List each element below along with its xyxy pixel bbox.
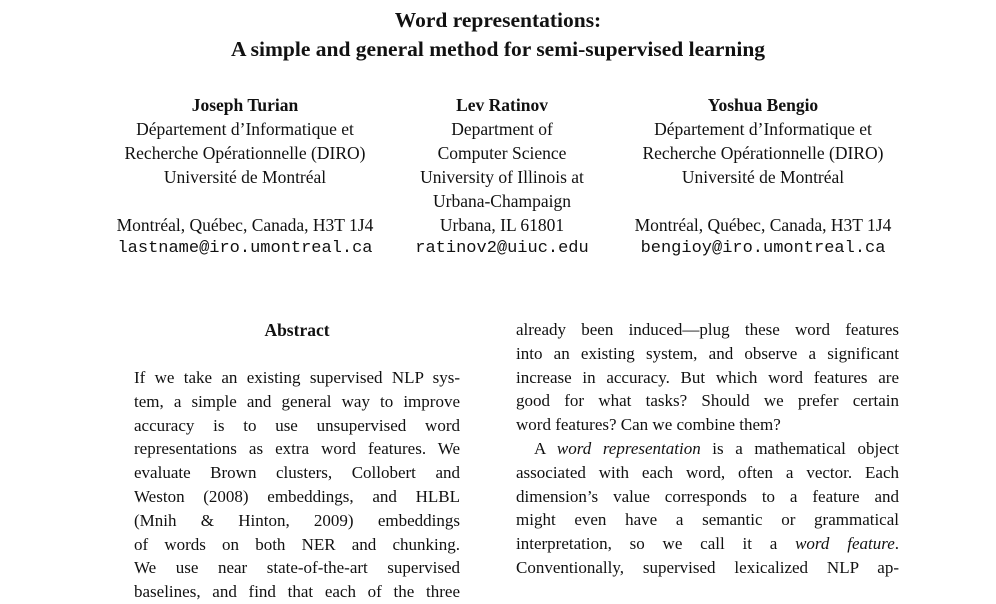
text-line: evaluate Brown clusters, Collobert and xyxy=(134,463,460,483)
text-line: If we take an existing supervised NLP sys- xyxy=(134,368,460,387)
author-affiliation: Computer Science xyxy=(437,143,567,163)
abstract-text xyxy=(134,366,460,604)
text-line: Conventionally, supervised lexicalized NLP ap- xyxy=(516,557,899,577)
abstract-heading: Abstract xyxy=(264,320,330,340)
title-line-2: A simple and general method for semi-supervised learning xyxy=(230,37,766,61)
author-affiliation: Université de Montréal xyxy=(681,167,845,187)
text-line: increase in accuracy. But which word features are xyxy=(516,367,899,387)
author-name: Joseph Turian xyxy=(191,95,299,115)
text-line: already been induced—plug these word features xyxy=(516,320,899,339)
emphasis-term: word feature xyxy=(795,534,895,554)
author-affiliation: University of Illinois at xyxy=(420,167,584,187)
text-line: into an existing system, and observe a significant xyxy=(516,343,899,363)
text-line: associated with each word, often a vector. Each xyxy=(516,462,899,482)
author-location: Montréal, Québec, Canada, H3T 1J4 xyxy=(634,215,892,235)
text-line: A word representation is a mathematical object xyxy=(534,438,899,458)
text-line: good for what tasks? Should we prefer certain xyxy=(516,391,899,411)
text-line: baselines, and find that each of the three xyxy=(134,582,460,602)
author-email[interactable]: lastname@iro.umontreal.ca xyxy=(117,239,373,258)
author-affiliation: Université de Montréal xyxy=(163,167,327,187)
author-location: Urbana, IL 61801 xyxy=(439,215,565,235)
author-affiliation: Recherche Opérationnelle (DIRO) xyxy=(124,143,366,163)
paper-title xyxy=(0,6,996,64)
author-affiliation: Department of xyxy=(451,119,553,139)
author-email[interactable]: bengioy@iro.umontreal.ca xyxy=(640,239,886,258)
text-line: tem, a simple and general way to improve xyxy=(134,391,460,411)
author-affiliation: Recherche Opérationnelle (DIRO) xyxy=(642,143,884,163)
text-line: interpretation, so we call it a word feature. xyxy=(516,534,899,554)
author-block-bengio xyxy=(605,93,921,261)
author-affiliation: Urbana-Champaign xyxy=(432,191,571,211)
text-line: dimension’s value corresponds to a feature and xyxy=(516,486,899,506)
author-affiliation: Département d’Informatique et xyxy=(136,119,354,139)
author-email[interactable]: ratinov2@uiuc.edu xyxy=(415,239,589,258)
author-affiliation: Département d’Informatique et xyxy=(654,119,872,139)
author-location: Montréal, Québec, Canada, H3T 1J4 xyxy=(116,215,374,235)
text-line: Weston (2008) embeddings, and HLBL xyxy=(134,486,460,506)
text-line: word features? Can we combine them? xyxy=(516,415,781,435)
title-line-1: Word representations: xyxy=(394,8,602,32)
intro-text xyxy=(516,318,899,580)
author-block-ratinov xyxy=(400,93,604,261)
text-line: might even have a semantic or grammatical xyxy=(516,510,899,530)
text-line: We use near state-of-the-art supervised xyxy=(134,558,460,578)
author-name: Yoshua Bengio xyxy=(707,95,819,115)
text-line: accuracy is to use unsupervised word xyxy=(134,415,460,435)
text-line: representations as extra word features. We xyxy=(134,439,460,459)
author-block-turian xyxy=(89,93,401,261)
emphasis-term: word representation xyxy=(556,438,701,458)
author-name: Lev Ratinov xyxy=(456,95,548,115)
text-line: (Mnih & Hinton, 2009) embeddings xyxy=(134,510,460,530)
text-line: of words on both NER and chunking. xyxy=(134,534,460,554)
